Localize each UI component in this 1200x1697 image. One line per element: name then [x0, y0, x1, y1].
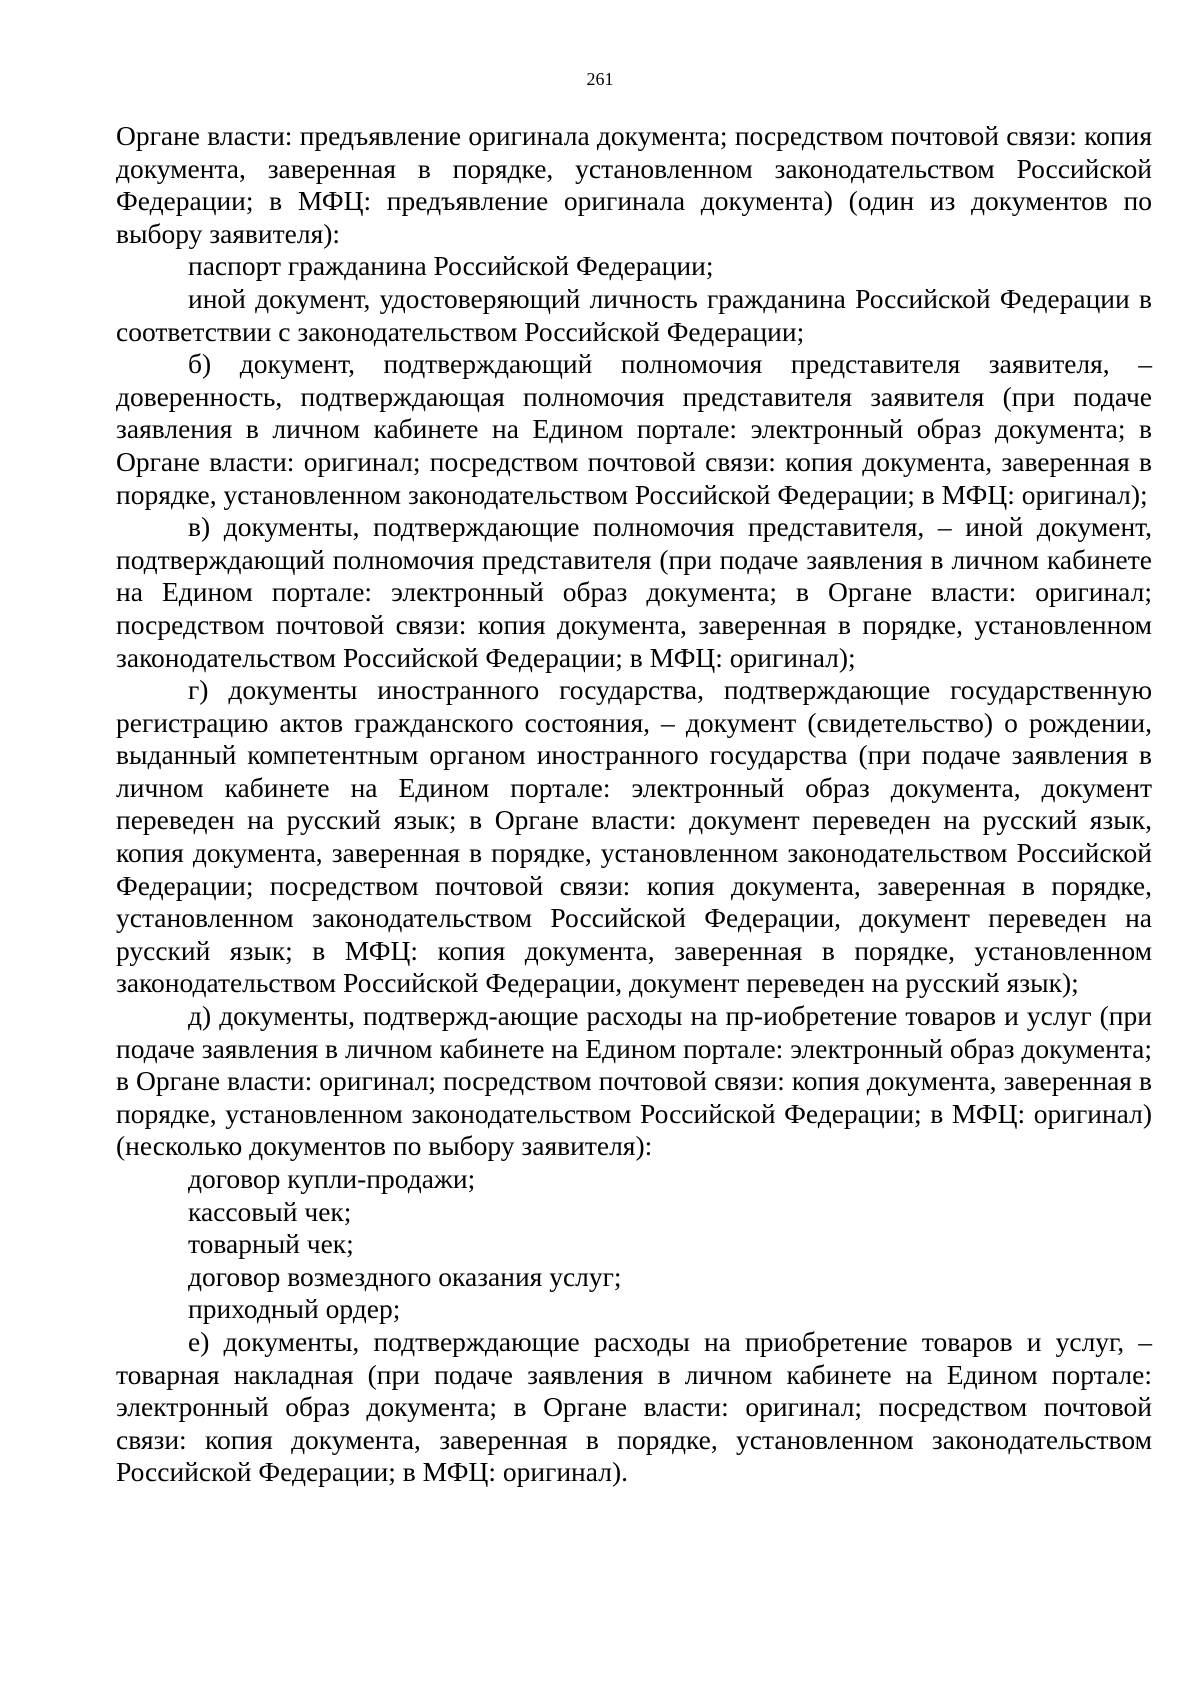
list-item: договор купли-продажи;	[188, 1163, 476, 1194]
paragraph: г) документы иностранного государства, подтверждающие государственную регистрацию актов гражданского состояния, – документ (свидетельство) о рождении, выданный компетентным органом иностранного государства (при подаче заявления в личном кабинете на Едином портале: электронный образ документа, документ переведен на русский язык; в Органе власти: документ переведен на русский язык, копия документа, заверенная в порядке, установленном законодательством Российской Федерации; посредством почтовой связи: копия документа, заверенная в порядке, установленном законодательством Российской Федерации, документ переведен на русский язык; в МФЦ: копия документа, заверенная в порядке, установленном законодательством Российской Федерации, документ переведен на русский язык);	[116, 674, 1152, 999]
paragraph: е) документы, подтверждающие расходы на приобретение товаров и услуг, – товарная накладная (при подаче заявления в личном кабинете на Едином портале: электронный образ документа; в Органе власти: оригинал; посредством почтовой связи: копия документа, заверенная в порядке, установленном законодательством Российской Федерации; в МФЦ: оригинал).	[116, 1325, 1152, 1488]
paragraph: Органе власти: предъявление оригинала документа; посредством почтовой связи: копия документа, заверенная в порядке, установленном законодательством Российской Федерации; в МФЦ: предъявление оригинала документа) (один из документов по выбору заявителя):	[116, 120, 1152, 249]
list-item: приходный ордер;	[188, 1293, 401, 1325]
paragraph: в) документы, подтверждающие полномочия представителя, – иной документ, подтверждающий полномочия представителя (при подаче заявления в личном кабинете на Едином портале: электронный образ документа; в Органе власти: оригинал; посредством почтовой связи: копия документа, заверенная в порядке, установленном законодательством Российской Федерации; в МФЦ: оригинал);	[116, 511, 1152, 673]
paragraph: иной документ, удостоверяющий личность гражданина Российской Федерации в соответствии с законодательством Российской Федерации;	[116, 282, 1152, 347]
paragraph: б) документ, подтверждающий полномочия представителя заявителя, – доверенность, подтверждающая полномочия представителя заявителя (при подаче заявления в личном кабинете на Едином портале: электронный образ документа; в Органе власти: оригинал; посредством почтовой связи: копия документа, заверенная в порядке, установленном законодательством Российской Федерации; в МФЦ: оригинал);	[116, 348, 1152, 510]
list-item: договор возмездного оказания услуг;	[188, 1260, 622, 1292]
list-item: товарный чек;	[188, 1228, 354, 1260]
list-item: кассовый чек;	[188, 1195, 352, 1227]
body-text	[116, 120, 1152, 1489]
page-number: 261	[586, 69, 614, 89]
paragraph: д) документы, подтвержд-ающие расходы на пр-иобретение товаров и услуг (при подаче заявления в личном кабинете на Едином портале: электронный образ документа; в Органе власти: оригинал; посредством почтовой связи: копия документа, заверенная в порядке, установленном законодательством Российской Федерации; в МФЦ: оригинал) (несколько документов по выбору заявителя):	[116, 1000, 1152, 1162]
paragraph: паспорт гражданина Российской Федерации;	[188, 250, 714, 282]
